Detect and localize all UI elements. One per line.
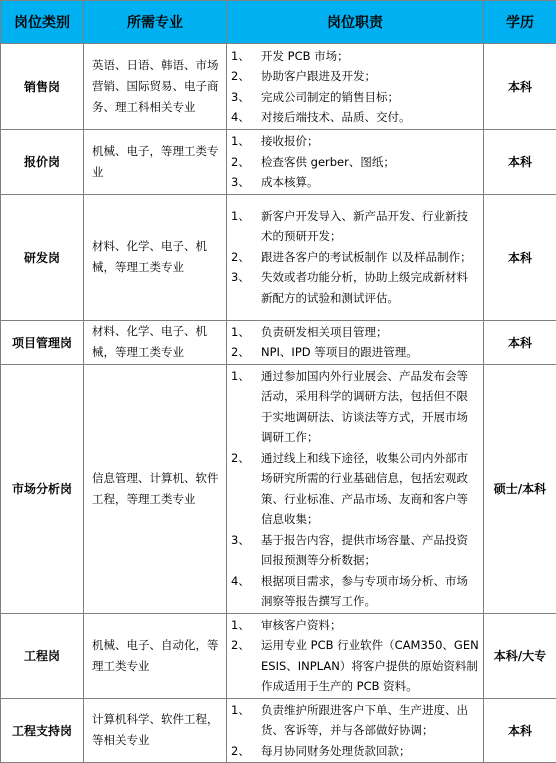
duty-number: 1、 [231, 615, 261, 636]
header-major: 所需专业 [84, 1, 227, 44]
duty-item [231, 741, 479, 762]
duty-text: 运用专业 PCB 行业软件（CAM350、GENESIS、INPLAN）将客户提供的原始资料制作成适用于生产的 PCB 资料。 [261, 635, 479, 697]
duty-item [231, 87, 479, 108]
header-category: 岗位类别 [1, 1, 84, 44]
duty-item [231, 322, 479, 343]
duty-number: 4、 [231, 107, 261, 128]
duty-number: 2、 [231, 247, 261, 268]
duty-item [231, 46, 479, 67]
degree-requirement: 本科 [484, 698, 556, 763]
duty-text: 失效或者功能分析，协助上级完成新材料新配方的试验和测试评估。 [261, 267, 479, 308]
required-major: 材料、化学、电子、机械，等理工类专业 [84, 320, 227, 364]
duty-text: 成本核算。 [261, 172, 479, 193]
header-duty: 岗位职责 [227, 1, 484, 44]
duty-text: 每月协同财务处理货款回款； [261, 741, 479, 762]
duty-item [231, 635, 479, 697]
duty-item [231, 247, 479, 268]
duty-text: 新客户开发导入、新产品开发、行业新技术的预研开发； [261, 206, 479, 247]
duty-text: 基于报告内容，提供市场容量、产品投资回报预测等分析数据； [261, 530, 479, 571]
duty-text: 根据项目需求，参与专项市场分析、市场洞察等报告撰写工作。 [261, 571, 479, 612]
duty-item [231, 131, 479, 152]
position-category: 报价岗 [1, 130, 84, 195]
duty-item [231, 448, 479, 530]
duty-text: 通过参加国内外行业展会、产品发布会等活动，采用科学的调研方法，包括但不限于实地调研法、访谈法等方式，开展市场调研工作； [261, 366, 479, 448]
duty-number: 2、 [231, 152, 261, 173]
degree-requirement: 本科 [484, 320, 556, 364]
duty-list [227, 364, 484, 613]
duty-item [231, 172, 479, 193]
duty-number: 2、 [231, 342, 261, 363]
degree-requirement: 硕士/本科 [484, 364, 556, 613]
duty-number: 2、 [231, 635, 261, 697]
duty-text: 跟进各客户的考试板制作 以及样品制作； [261, 247, 479, 268]
duty-text: 审核客户资料； [261, 615, 479, 636]
duty-list [227, 44, 484, 130]
table-row [1, 44, 556, 130]
required-major: 机械、电子，等理工类专业 [84, 130, 227, 195]
required-major: 计算机科学、软件工程，等相关专业 [84, 698, 227, 763]
header-degree: 学历 [484, 1, 556, 44]
required-major: 机械、电子、自动化，等理工类专业 [84, 613, 227, 698]
duty-number: 1、 [231, 131, 261, 152]
duty-text: 开发 PCB 市场； [261, 46, 479, 67]
duty-number: 1、 [231, 46, 261, 67]
duty-text: 协助客户跟进及开发； [261, 66, 479, 87]
duty-number: 3、 [231, 530, 261, 571]
table-row [1, 320, 556, 364]
duty-number: 1、 [231, 366, 261, 448]
duty-number: 3、 [231, 172, 261, 193]
degree-requirement: 本科 [484, 130, 556, 195]
duty-list [227, 130, 484, 195]
duty-number: 3、 [231, 267, 261, 308]
degree-requirement: 本科 [484, 194, 556, 320]
duty-item [231, 342, 479, 363]
duty-text: NPI、IPD 等项目的跟进管理。 [261, 342, 479, 363]
duty-item [231, 267, 479, 308]
duty-text: 对接后端技术、品质、交付。 [261, 107, 479, 128]
duty-text: 通过线上和线下途径，收集公司内外部市场研究所需的行业基础信息，包括宏观政策、行业标准、产品市场、友商和客户等信息收集； [261, 448, 479, 530]
degree-requirement: 本科 [484, 44, 556, 130]
duty-list [227, 613, 484, 698]
position-category: 研发岗 [1, 194, 84, 320]
duty-item [231, 700, 479, 741]
degree-requirement: 本科/大专 [484, 613, 556, 698]
required-major: 材料、化学、电子、机械，等理工类专业 [84, 194, 227, 320]
position-category: 工程支持岗 [1, 698, 84, 763]
table-row [1, 613, 556, 698]
table-header-row [1, 1, 556, 44]
duty-item [231, 571, 479, 612]
duty-number: 2、 [231, 66, 261, 87]
duty-number: 1、 [231, 322, 261, 343]
table-row [1, 194, 556, 320]
table-row [1, 698, 556, 763]
duty-number: 1、 [231, 206, 261, 247]
table-row [1, 364, 556, 613]
duty-item [231, 66, 479, 87]
duty-number: 2、 [231, 741, 261, 762]
position-category: 销售岗 [1, 44, 84, 130]
table-row [1, 130, 556, 195]
required-major: 英语、日语、韩语、市场营销、国际贸易、电子商务、理工科相关专业 [84, 44, 227, 130]
duty-text: 检查客供 gerber、图纸； [261, 152, 479, 173]
required-major: 信息管理、计算机、软件工程，等理工类专业 [84, 364, 227, 613]
duty-item [231, 107, 479, 128]
duty-item [231, 530, 479, 571]
position-category: 工程岗 [1, 613, 84, 698]
position-category: 项目管理岗 [1, 320, 84, 364]
position-category: 市场分析岗 [1, 364, 84, 613]
duty-number: 2、 [231, 448, 261, 530]
duty-list [227, 194, 484, 320]
duty-number: 4、 [231, 571, 261, 612]
duty-number: 3、 [231, 87, 261, 108]
duty-list [227, 320, 484, 364]
duty-text: 负责维护所跟进客户下单、生产进度、出货、客诉等，并与各部做好协调； [261, 700, 479, 741]
duty-item [231, 206, 479, 247]
duty-list [227, 698, 484, 763]
duty-text: 完成公司制定的销售目标； [261, 87, 479, 108]
duty-item [231, 152, 479, 173]
duty-text: 接收报价； [261, 131, 479, 152]
duty-item [231, 615, 479, 636]
duty-text: 负责研发相关项目管理； [261, 322, 479, 343]
duty-number: 1、 [231, 700, 261, 741]
duty-item [231, 366, 479, 448]
